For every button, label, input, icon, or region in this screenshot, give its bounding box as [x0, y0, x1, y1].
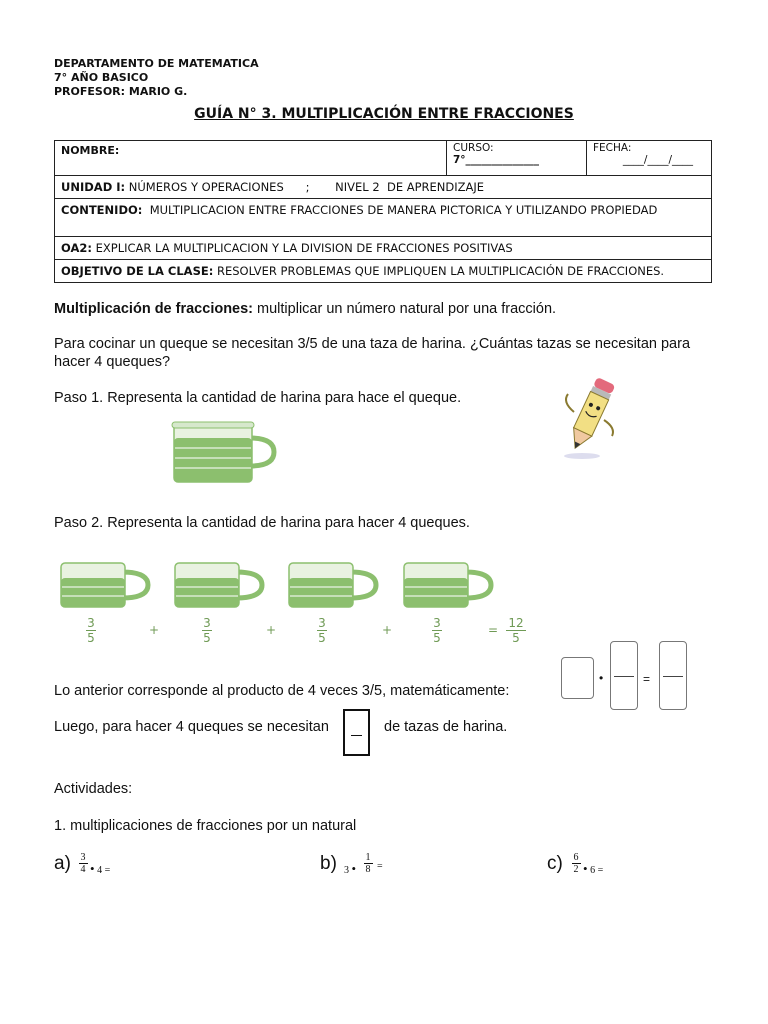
cups-row-illustration	[58, 560, 498, 610]
contenido-label: CONTENIDO:	[61, 203, 143, 217]
sum-fraction-4-den: 5	[433, 631, 441, 645]
answer-box-natural[interactable]	[561, 657, 594, 699]
plus-sign-3: +	[382, 623, 393, 637]
oa-row	[55, 237, 711, 260]
problem-line-1: Para cocinar un queque se necesitan 3/5 de una taza de harina. ¿Cuántas tazas se necesitan para	[54, 336, 691, 352]
section-heading-bold: Multiplicación de fracciones:	[54, 301, 254, 317]
product-equals-sign: =	[643, 672, 651, 686]
exercise-c-fraction	[570, 852, 582, 875]
fecha-value: ____/____/____	[622, 154, 693, 166]
cup-1	[61, 563, 148, 607]
exercise-c-label: c)	[547, 853, 563, 874]
activity-1-text: 1. multiplicaciones de fracciones por un natural	[54, 818, 357, 834]
fecha-cell	[587, 141, 711, 175]
exercise-a-label: a)	[54, 853, 71, 874]
unidad-row	[55, 176, 711, 199]
contenido-row	[55, 199, 711, 237]
pencil-mascot-illustration	[552, 372, 624, 464]
sum-result-num: 12	[508, 616, 524, 630]
oa-value: EXPLICAR LA MULTIPLICACION Y LA DIVISION DE FRACCIONES POSITIVAS	[95, 241, 513, 255]
grade-line: 7° AÑO BASICO	[54, 71, 149, 84]
oa-label: OA2:	[61, 241, 92, 255]
sum-fraction-1	[84, 617, 98, 644]
problem-line-2: hacer 4 queques?	[54, 354, 171, 370]
exercise-a-den: 4	[80, 864, 86, 875]
exercise-a-dot: •	[90, 861, 95, 876]
activities-heading: Actividades:	[54, 781, 133, 797]
exercise-b-lead	[344, 861, 356, 877]
exercise-a-factor: 4	[97, 865, 103, 876]
answer-box-cups[interactable]	[343, 709, 370, 756]
exercise-a-num: 3	[80, 852, 86, 863]
product-dot: •	[599, 671, 604, 685]
fecha-label: FECHA:	[593, 142, 632, 154]
sum-fraction-2-den: 5	[203, 631, 211, 645]
step-1-text: Paso 1. Representa la cantidad de harina para hace el queque.	[54, 390, 462, 406]
equals-sign-sum: =	[488, 623, 499, 637]
objetivo-row	[55, 260, 711, 282]
exercise-c-num: 6	[573, 852, 579, 863]
sum-result-fraction	[504, 617, 528, 644]
exercise-b-equals: =	[377, 861, 383, 872]
cup-single-illustration	[170, 420, 278, 486]
then-text-before: Luego, para hacer 4 queques se necesitan	[54, 719, 329, 735]
answer-box-fraction[interactable]	[610, 641, 638, 710]
exercise-c-den: 2	[573, 864, 579, 875]
exercise-b-factor: 3	[344, 865, 349, 876]
sum-fraction-1-num: 3	[87, 616, 95, 630]
answer-box-result[interactable]	[659, 641, 687, 710]
objetivo-label: OBJETIVO DE LA CLASE:	[61, 264, 214, 278]
exercise-a-fraction	[77, 852, 89, 875]
sum-fraction-3-den: 5	[318, 631, 326, 645]
curso-value: 7°______________	[453, 154, 540, 166]
nombre-label: NOMBRE:	[55, 141, 447, 175]
sum-result-den: 5	[512, 631, 520, 645]
info-table	[54, 140, 712, 283]
sum-fraction-4	[430, 617, 444, 644]
exercise-b-num: 1	[365, 852, 371, 863]
product-text: Lo anterior corresponde al producto de 4 veces 3/5, matemáticamente:	[54, 683, 510, 699]
sum-fraction-3-num: 3	[318, 616, 326, 630]
sum-fraction-2-num: 3	[203, 616, 211, 630]
answer-box-cups-bar	[351, 735, 362, 736]
sum-fraction-1-den: 5	[87, 631, 95, 645]
answer-box-result-bar	[663, 676, 683, 677]
exercise-c-factor: 6	[590, 865, 596, 876]
contenido-value: MULTIPLICACION ENTRE FRACCIONES DE MANERA PICTORICA Y UTILIZANDO PROPIEDAD	[149, 203, 658, 217]
student-row	[55, 141, 711, 176]
exercise-b-fraction	[362, 852, 374, 875]
then-text-after: de tazas de harina.	[384, 719, 508, 735]
sum-fraction-4-num: 3	[433, 616, 441, 630]
exercise-b-dot: •	[351, 861, 357, 876]
unidad-label: UNIDAD I:	[61, 180, 126, 194]
exercise-b-label: b)	[320, 853, 337, 874]
plus-sign-2: +	[266, 623, 277, 637]
teacher-line: PROFESOR: MARIO G.	[54, 85, 188, 98]
cup-3	[289, 563, 376, 607]
curso-cell	[447, 141, 587, 175]
exercise-c-rest	[583, 861, 603, 877]
sum-fraction-2	[200, 617, 214, 644]
objetivo-value: RESOLVER PROBLEMAS QUE IMPLIQUEN LA MULTIPLICACIÓN DE FRACCIONES.	[216, 264, 665, 278]
section-heading-rest: multiplicar un número natural por una fracción.	[253, 301, 557, 317]
cup-4	[404, 563, 491, 607]
exercise-c-equals: =	[597, 865, 604, 876]
exercise-a-equals: =	[104, 865, 111, 876]
plus-sign-1: +	[149, 623, 160, 637]
curso-label: CURSO:	[453, 142, 494, 154]
unidad-value: NÚMEROS Y OPERACIONES ; NIVEL 2 DE APRENDIZAJE	[128, 180, 485, 194]
exercise-c-dot: •	[583, 861, 588, 876]
exercise-a-rest	[90, 861, 110, 877]
cup-2	[175, 563, 262, 607]
page-title: GUÍA N° 3. MULTIPLICACIÓN ENTRE FRACCIONES	[194, 106, 574, 122]
section-heading	[54, 300, 556, 318]
department-line: DEPARTAMENTO DE MATEMATICA	[54, 57, 259, 70]
step-2-text: Paso 2. Representa la cantidad de harina para hacer 4 queques.	[54, 515, 470, 531]
exercise-b-den: 8	[365, 864, 371, 875]
sum-fraction-3	[315, 617, 329, 644]
answer-box-fraction-bar	[614, 676, 634, 677]
